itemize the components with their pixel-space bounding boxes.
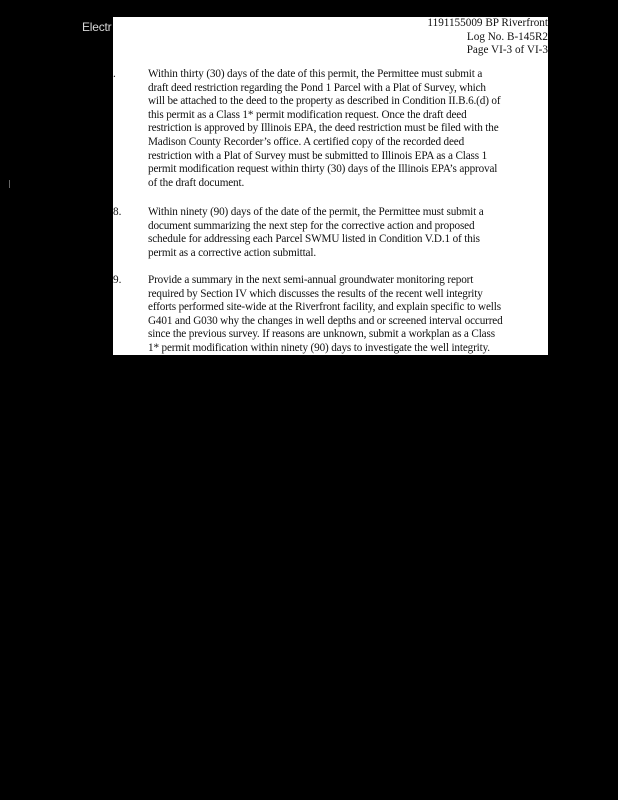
condition-line: this permit as a Class 1* permit modification request. Once the draft deed <box>148 108 467 121</box>
condition-line: G401 and G030 why the changes in well depths and or screened interval occurred <box>148 314 503 327</box>
condition-line: restriction with a Plat of Survey must be submitted to Illinois EPA as a Class 1 <box>148 149 488 162</box>
condition-line: required by Section IV which discusses the results of the recent well integrity <box>148 287 483 300</box>
condition-line: restriction is approved by Illinois EPA, the deed restriction must be filed with the <box>148 122 499 135</box>
condition-line: Provide a summary in the next semi-annual groundwater monitoring report <box>148 274 474 286</box>
condition-text <box>148 68 546 190</box>
electronic-filing-stamp: Electr <box>82 20 112 34</box>
condition-line: Madison County Recorder’s office. A certified copy of the recorded deed <box>148 135 465 148</box>
header-permit-id: 1191155009 BP Riverfront <box>427 17 548 29</box>
condition-line: since the previous survey. If reasons are unknown, submit a workplan as a Class <box>148 328 495 341</box>
condition-line: schedule for addressing each Parcel SWMU listed in Condition V.D.1 of this <box>148 233 480 246</box>
condition-number: 8. <box>113 206 122 218</box>
condition-line: will be attached to the deed to the property as described in Condition II.B.6.(d) of <box>148 95 501 108</box>
condition-line: efforts performed site-wide at the Riverfront facility, and explain specific to wells <box>148 301 501 314</box>
condition-line: permit modification request within thirty (30) days of the Illinois EPA’s approval <box>148 163 498 176</box>
document-sheet <box>113 17 548 355</box>
header-log-number: Log No. B-145R2 <box>466 30 548 43</box>
page-header <box>427 17 548 58</box>
condition-line: of the draft document. <box>148 176 245 189</box>
scan-artifact <box>9 180 10 188</box>
condition-number: 9. <box>113 274 122 286</box>
condition-number: . <box>113 68 116 80</box>
condition-line: Within thirty (30) days of the date of this permit, the Permittee must submit a <box>148 68 483 80</box>
header-page-number: Page VI-3 of VI-3 <box>466 44 548 56</box>
condition-line: draft deed restriction regarding the Pond 1 Parcel with a Plat of Survey, which <box>148 81 486 94</box>
condition-line: document summarizing the next step for the corrective action and proposed <box>148 219 475 232</box>
condition-line: permit as a corrective action submittal. <box>148 246 316 259</box>
condition-text <box>148 206 546 260</box>
condition-line: Within ninety (90) days of the date of the permit, the Permittee must submit a <box>148 206 484 218</box>
condition-line: 1* permit modification within ninety (90) days to investigate the well integrity. <box>148 341 490 354</box>
condition-text <box>148 274 546 355</box>
